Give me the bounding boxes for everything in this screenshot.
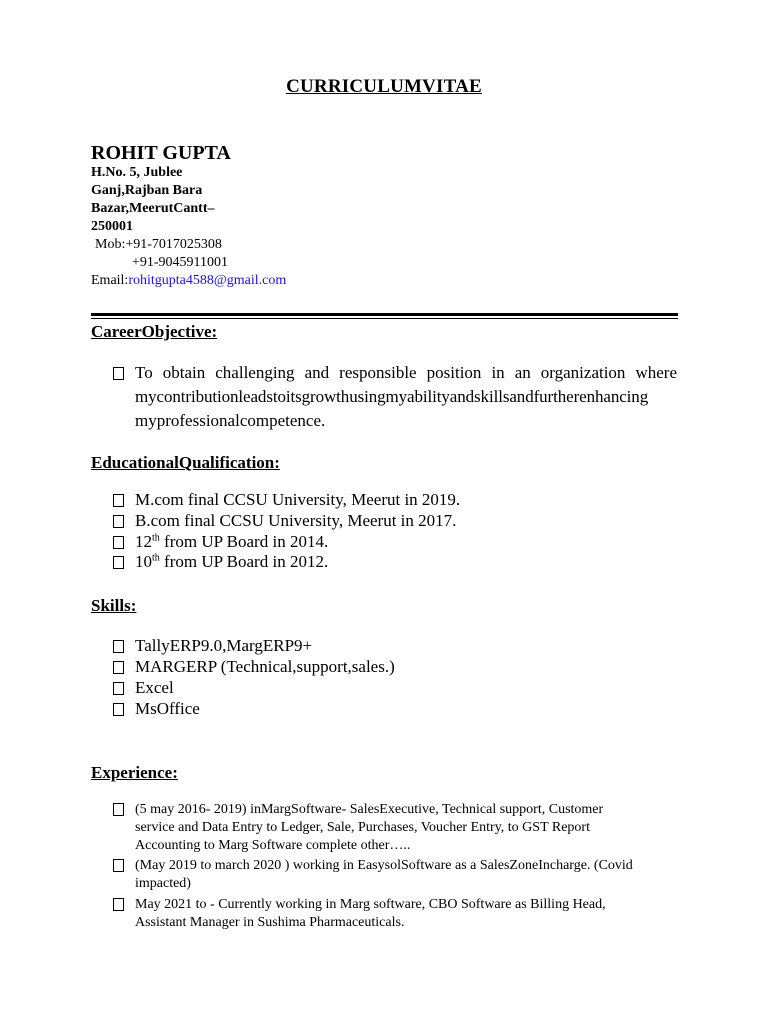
bullet-icon — [113, 494, 124, 507]
bullet-icon — [113, 640, 124, 653]
education-detail: from UP Board in 2012. — [159, 552, 329, 571]
education-detail: from UP Board in 2014. — [159, 532, 329, 551]
email-row — [91, 272, 286, 290]
bullet-icon — [113, 515, 124, 528]
section-divider-thick — [91, 313, 678, 316]
education-grade: 10 — [135, 552, 152, 571]
experience-line: May 2021 to - Currently working in Marg software, CBO Software as Billing Head, — [135, 897, 606, 912]
experience-item — [135, 801, 680, 855]
bullet-icon — [113, 803, 124, 816]
bullet-icon — [113, 367, 124, 380]
skills-item: MsOffice — [135, 699, 200, 718]
experience-line: (May 2019 to march 2020 ) working in EasysolSoftware as a SalesZoneIncharge. (Covid — [135, 858, 633, 873]
address-line: Ganj,Rajban Bara — [91, 183, 203, 198]
address-line: Bazar,MeerutCantt– — [91, 201, 215, 216]
bullet-icon — [113, 703, 124, 716]
education-item: M.com final CCSU University, Meerut in 2019. — [135, 490, 461, 509]
education-item — [135, 532, 328, 552]
bullet-icon — [113, 682, 124, 695]
experience-line: Assistant Manager in Sushima Pharmaceuticals. — [135, 915, 405, 930]
education-item: B.com final CCSU University, Meerut in 2017. — [135, 511, 457, 530]
experience-line: Accounting to Marg Software complete other….. — [135, 838, 411, 853]
ordinal-suffix: th — [152, 552, 160, 564]
document-title: CURRICULUMVITAE — [286, 76, 482, 97]
skills-item: MARGERP (Technical,support,sales.) — [135, 657, 395, 676]
experience-heading: Experience: — [91, 763, 178, 782]
bullet-icon — [113, 859, 124, 872]
career-objective-heading: CareerObjective: — [91, 322, 218, 341]
address-line: 250001 — [91, 219, 133, 234]
education-grade: 12 — [135, 532, 152, 551]
mobile-number-1: +91-7017025308 — [125, 237, 222, 252]
objective-line: To obtain challenging and responsible position in an organization where — [135, 363, 677, 382]
candidate-name: ROHIT GUPTA — [91, 142, 231, 164]
email-label: Email: — [91, 273, 129, 288]
career-objective-text — [135, 361, 677, 433]
experience-item — [135, 857, 680, 893]
objective-line: mycontributionleadstoitsgrowthusingmyabilityandskillsandfurtherenhancing — [135, 387, 649, 406]
experience-line: service and Data Entry to Ledger, Sale, Purchases, Voucher Entry, to GST Report — [135, 820, 590, 835]
bullet-icon — [113, 536, 124, 549]
education-heading: EducationalQualification: — [91, 453, 280, 472]
mobile-number-2: +91-9045911001 — [132, 255, 229, 270]
ordinal-suffix: th — [152, 532, 160, 544]
section-divider-thin — [91, 318, 678, 319]
bullet-icon — [113, 661, 124, 674]
bullet-icon — [113, 556, 124, 569]
experience-item — [135, 896, 680, 932]
skills-item: Excel — [135, 678, 174, 697]
education-item — [135, 552, 328, 572]
skills-item: TallyERP9.0,MargERP9+ — [135, 636, 313, 655]
skills-heading: Skills: — [91, 596, 137, 615]
mobile-label: Mob: — [95, 237, 126, 252]
experience-line: impacted) — [135, 876, 191, 891]
mobile-row — [95, 236, 222, 254]
bullet-icon — [113, 898, 124, 911]
address-line: H.No. 5, Jublee — [91, 165, 183, 180]
experience-line: (5 may 2016- 2019) inMargSoftware- SalesExecutive, Technical support, Customer — [135, 802, 604, 817]
objective-line: myprofessionalcompetence. — [135, 411, 326, 430]
email-link[interactable]: rohitgupta4588@gmail.com — [128, 273, 287, 288]
